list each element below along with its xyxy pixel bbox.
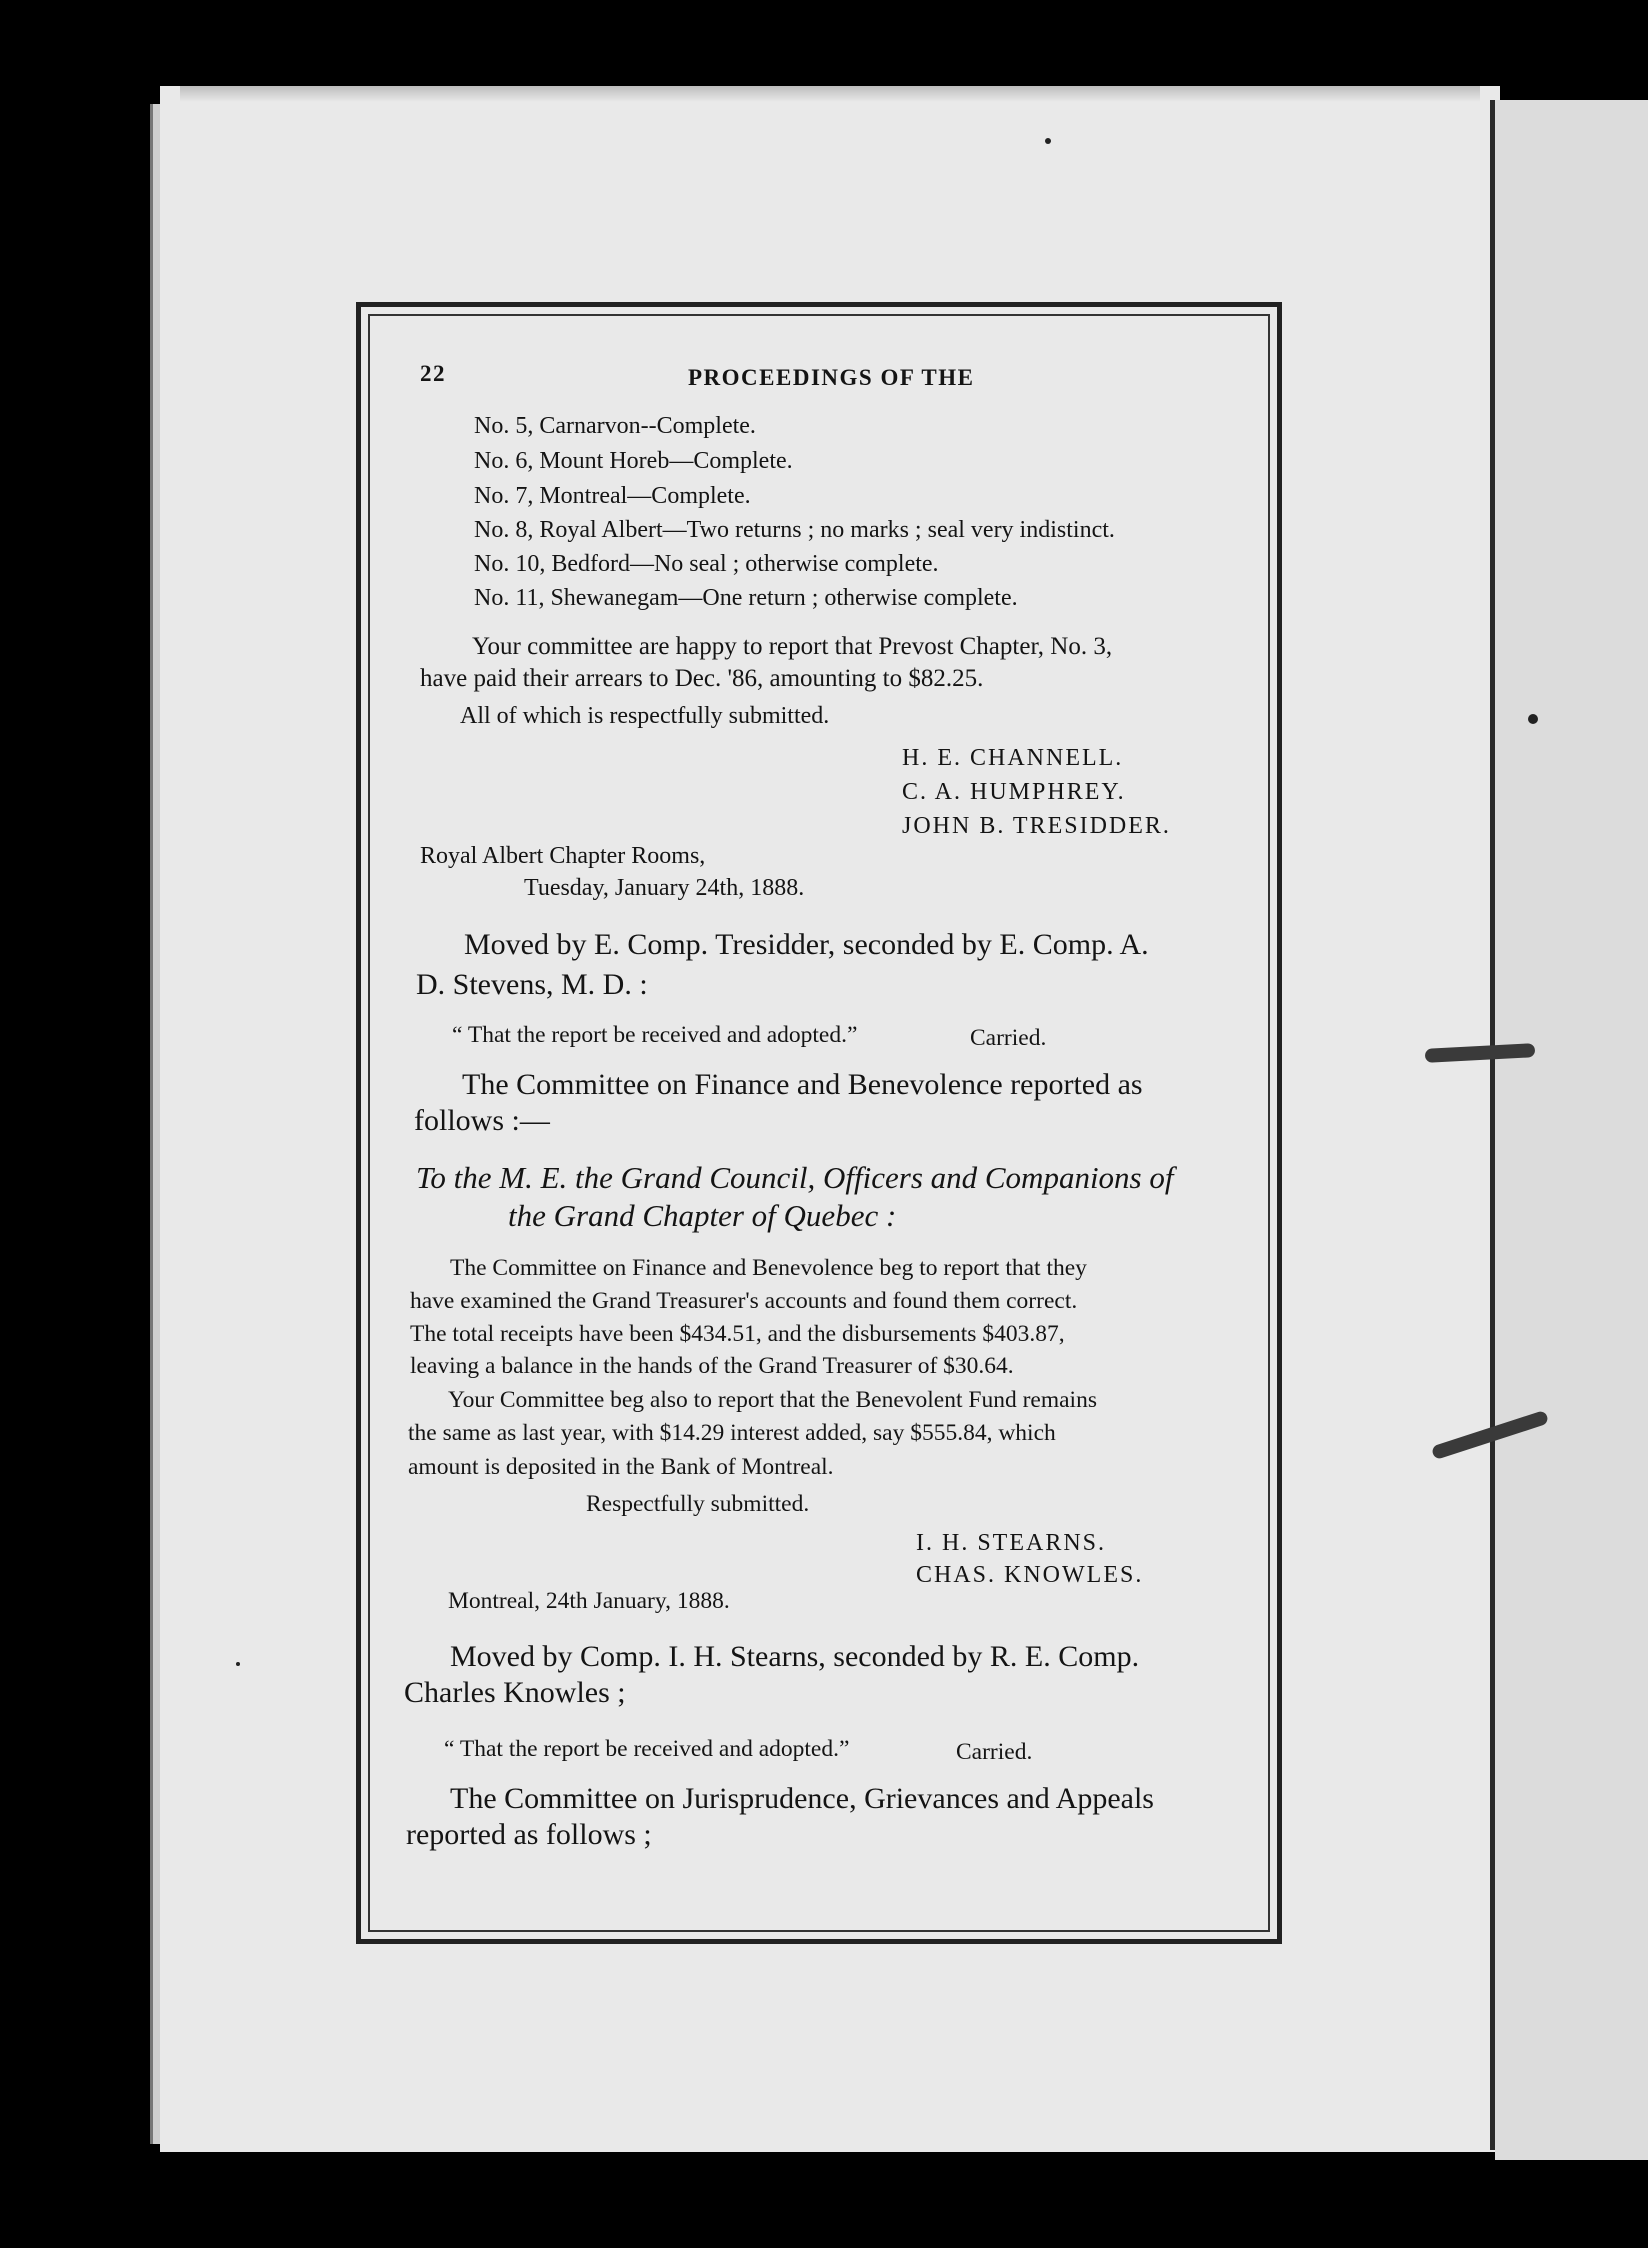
- facing-page-edge: [1495, 100, 1648, 2160]
- signatory: H. E. CHANNELL.: [902, 745, 1124, 771]
- place-line: Royal Albert Chapter Rooms,: [420, 843, 706, 869]
- list-item: No. 8, Royal Albert—Two returns ; no marks ; seal very indistinct.: [474, 517, 1115, 543]
- report-line: amount is deposited in the Bank of Montreal.: [408, 1454, 834, 1480]
- signatory: CHAS. KNOWLES.: [916, 1562, 1144, 1588]
- signatory: I. H. STEARNS.: [916, 1530, 1107, 1556]
- motion-result: Carried.: [956, 1739, 1033, 1765]
- motion-line: Moved by Comp. I. H. Stearns, seconded by R. E. Comp.: [450, 1640, 1140, 1673]
- signatory: JOHN B. TRESIDDER.: [902, 813, 1171, 839]
- list-item: No. 6, Mount Horeb—Complete.: [474, 448, 793, 474]
- resolution-text: “ That the report be received and adopted.”: [452, 1022, 858, 1048]
- speck: [236, 1662, 240, 1666]
- section-intro: follows :—: [414, 1104, 550, 1137]
- page-top-shadow: [180, 86, 1480, 102]
- page-number: 22: [420, 361, 446, 386]
- speck: [1045, 138, 1051, 144]
- signatory: C. A. HUMPHREY.: [902, 779, 1126, 805]
- closing-line: Respectfully submitted.: [586, 1491, 810, 1517]
- list-item: No. 11, Shewanegam—One return ; otherwise complete.: [474, 585, 1018, 611]
- motion-line: D. Stevens, M. D. :: [416, 968, 648, 1001]
- speck: [1528, 714, 1538, 724]
- report-line: have examined the Grand Treasurer's accounts and found them correct.: [410, 1288, 1078, 1314]
- motion-result: Carried.: [970, 1025, 1047, 1051]
- place-date-line: Montreal, 24th January, 1888.: [448, 1588, 730, 1614]
- date-line: Tuesday, January 24th, 1888.: [524, 875, 805, 901]
- running-head: PROCEEDINGS OF THE: [688, 365, 975, 390]
- address-heading: the Grand Chapter of Quebec :: [508, 1198, 897, 1233]
- section-intro: The Committee on Finance and Benevolence reported as: [462, 1068, 1143, 1101]
- list-item: No. 5, Carnarvon--Complete.: [474, 413, 756, 439]
- report-line: leaving a balance in the hands of the Grand Treasurer of $30.64.: [410, 1353, 1014, 1379]
- report-line: The Committee on Finance and Benevolence beg to report that they: [450, 1255, 1087, 1281]
- motion-line: Moved by E. Comp. Tresidder, seconded by E. Comp. A.: [464, 928, 1149, 961]
- motion-line: Charles Knowles ;: [404, 1676, 626, 1709]
- section-intro: The Committee on Jurisprudence, Grievances and Appeals: [450, 1782, 1154, 1815]
- section-intro: reported as follows ;: [406, 1818, 652, 1851]
- closing-line: All of which is respectfully submitted.: [460, 703, 830, 729]
- resolution-text: “ That the report be received and adopted.”: [444, 1736, 850, 1762]
- address-heading: To the M. E. the Grand Council, Officers and Companions of: [416, 1160, 1174, 1195]
- paragraph-line: Your committee are happy to report that Prevost Chapter, No. 3,: [472, 633, 1113, 660]
- report-line: the same as last year, with $14.29 interest added, say $555.84, which: [408, 1420, 1056, 1446]
- list-item: No. 10, Bedford—No seal ; otherwise complete.: [474, 551, 939, 577]
- report-line: Your Committee beg also to report that the Benevolent Fund remains: [448, 1387, 1097, 1413]
- report-line: The total receipts have been $434.51, and the disbursements $403.87,: [410, 1321, 1065, 1347]
- binding-gutter: [1490, 100, 1495, 2150]
- paragraph-line: have paid their arrears to Dec. '86, amounting to $82.25.: [420, 665, 984, 692]
- list-item: No. 7, Montreal—Complete.: [474, 483, 751, 509]
